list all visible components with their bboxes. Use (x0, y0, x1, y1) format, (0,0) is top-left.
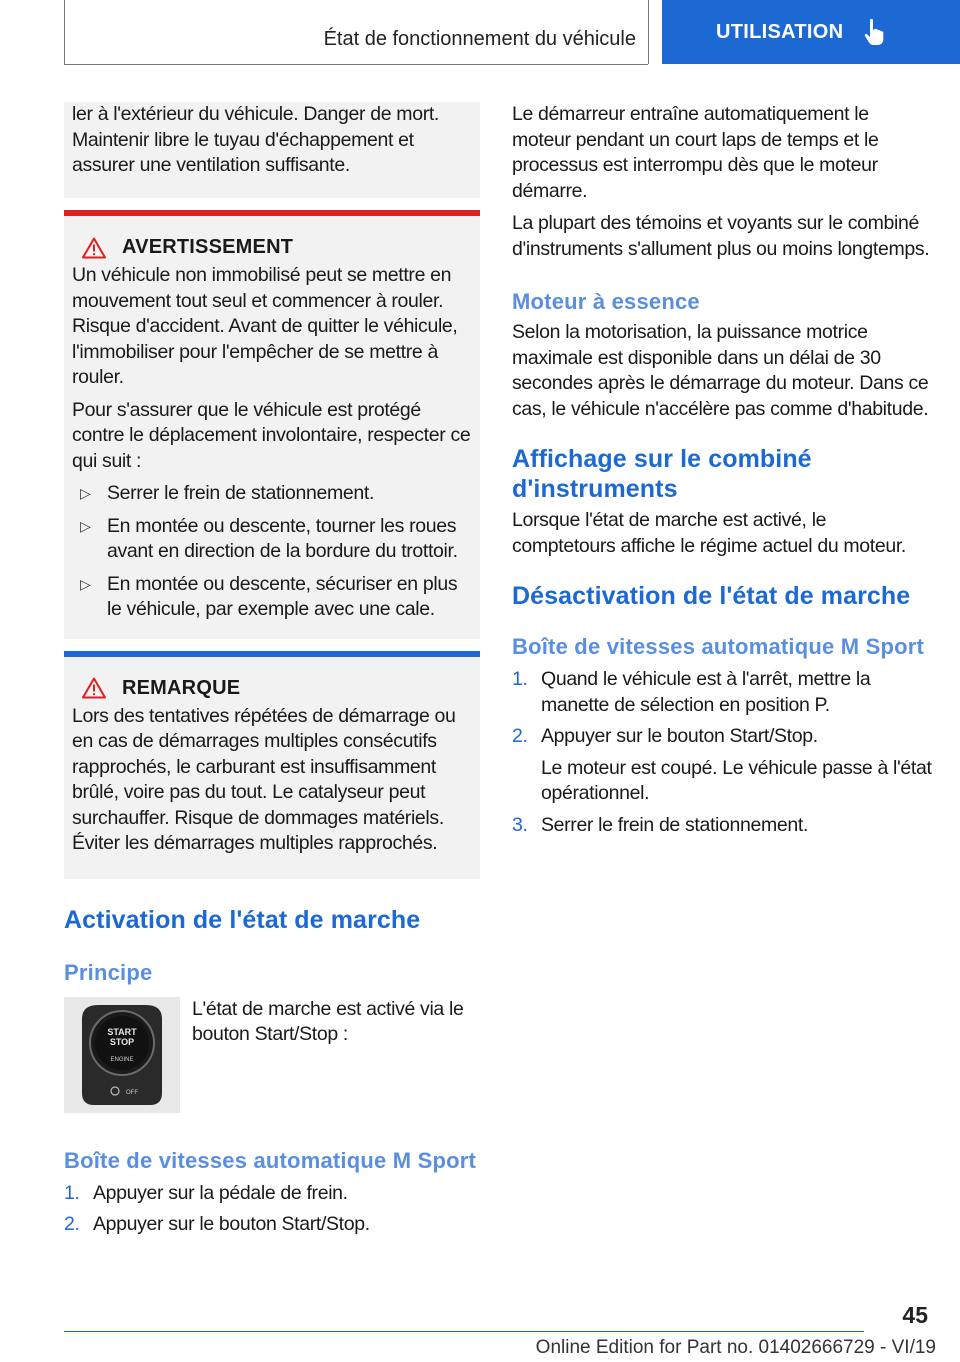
section-title: État de fonctionnement du véhicule (323, 28, 636, 50)
list-item: 1. Appuyer sur la pédale de frein. (64, 1181, 348, 1204)
header-bottom-rule (64, 64, 648, 65)
page-number: 45 (902, 1302, 928, 1328)
warning-paragraph-1: Un véhicule non immobilisé peut se mettre en mouvement tout seul et commencer à rouler. Risque d'accident. Avant de quitter le véhicule, l'immobiliser pour l'empêcher de se mettre à rouler. (72, 264, 458, 388)
list-item: ▷ Serrer le frein de stationnement. (72, 481, 472, 507)
note-box (64, 651, 480, 879)
starter-paragraph: Le démarreur entraîne automatiquement le moteur pendant un court laps de temps et le processus est interrompu dès que le moteur démarre. (512, 103, 879, 202)
triangle-bullet-icon: ▷ (80, 517, 91, 534)
warning-box (64, 210, 480, 639)
list-item: 3. Serrer le frein de stationnement. (512, 813, 809, 836)
start-stop-button-icon (64, 997, 180, 1113)
warning-header (72, 236, 472, 259)
footer-rule (64, 1331, 864, 1332)
header-right-rule (648, 0, 649, 64)
pointing-hand-icon (863, 18, 885, 46)
list-item: ▷ En montée ou descente, sécuriser en plus le véhicule, par exemple avec une cale. (80, 572, 458, 620)
gearbox-heading-left: Boîte de vitesses automatique M Sport (64, 1147, 477, 1173)
triangle-bullet-icon: ▷ (80, 485, 91, 501)
start-stop-button-image (64, 997, 180, 1113)
petrol-engine-text: Selon la motorisation, la puissance motrice maximale est disponible dans un délai de 30 secondes après le démarrage du moteur. Dans ce cas, le véhicule n'accélère pas comme d'habitude. (512, 321, 929, 420)
display-heading: Affichage sur le combiné d'instruments (512, 445, 812, 503)
list-item: 1. Quand le véhicule est à l'arrêt, mettre la manette de sélection en position P. (512, 668, 871, 716)
petrol-engine-heading: Moteur à essence (512, 289, 700, 314)
left-column (64, 102, 480, 1238)
gearbox-heading-right: Boîte de vitesses automatique M Sport (512, 634, 925, 659)
deactivation-steps (512, 667, 932, 838)
indicators-paragraph: La plupart des témoins et voyants sur le combiné d'instruments s'allument plus ou moins longtemps. (512, 212, 930, 260)
button-engine-label: ENGINE (110, 1056, 134, 1063)
right-column (512, 102, 932, 838)
note-title: REMARQUE (122, 676, 241, 699)
list-item: 2. Appuyer sur le bouton Start/Stop. Le moteur est coupé. Le véhicule passe à l'état opérationnel. (512, 724, 932, 807)
continued-warning-box (64, 102, 480, 198)
principe-row (64, 997, 480, 1113)
principe-text: L'état de marche est activé via le bouton Start/Stop : (192, 997, 464, 1045)
deactivation-heading: Désactivation de l'état de marche (512, 582, 911, 610)
note-header (72, 677, 472, 700)
warning-triangle-icon (82, 677, 106, 699)
activation-steps (64, 1181, 480, 1238)
step-note: Le moteur est coupé. Le véhicule passe à l'état opérationnel. (541, 756, 932, 804)
display-text: Lorsque l'état de marche est activé, le comptetours affiche le régime actuel du moteur. (512, 509, 906, 557)
note-paragraph: Lors des tentatives répétées de démarrage ou en cas de démarrages multiples consécutifs rapprochés, le carburant est insuffisamment brûlé, voire pas du tout. Le catalyseur peut surchauffer. Risque de dommages matériels. Éviter les démarrages multiples rapprochés. (72, 704, 456, 854)
edition-footer: Online Edition for Part no. 01402666729 - VI/19 (535, 1337, 936, 1358)
button-stop-label: STOP (109, 1036, 135, 1047)
warning-paragraph-2: Pour s'assurer que le véhicule est protégé contre le déplacement involontaire, respecter ce qui suit : (72, 398, 471, 472)
activation-heading: Activation de l'état de marche (64, 905, 421, 934)
list-item: 2. Appuyer sur le bouton Start/Stop. (64, 1213, 370, 1235)
list-item: ▷ En montée ou descente, tourner les roues avant en direction de la bordure du trottoir. (80, 514, 458, 562)
button-off-label: OFF (126, 1089, 138, 1096)
triangle-bullet-icon: ▷ (80, 575, 91, 592)
warning-list (72, 481, 472, 623)
principe-heading: Principe (64, 959, 153, 985)
warning-triangle-icon (82, 237, 106, 259)
continued-warning-text: ler à l'extérieur du véhicule. Danger de mort. Maintenir libre le tuyau d'échappement et assurer une ventilation suffisante. (72, 103, 439, 176)
chapter-tab[interactable] (662, 0, 960, 64)
chapter-tab-label: UTILISATION (716, 20, 844, 43)
warning-title: AVERTISSEMENT (122, 236, 294, 258)
button-start-label: START (107, 1026, 137, 1037)
